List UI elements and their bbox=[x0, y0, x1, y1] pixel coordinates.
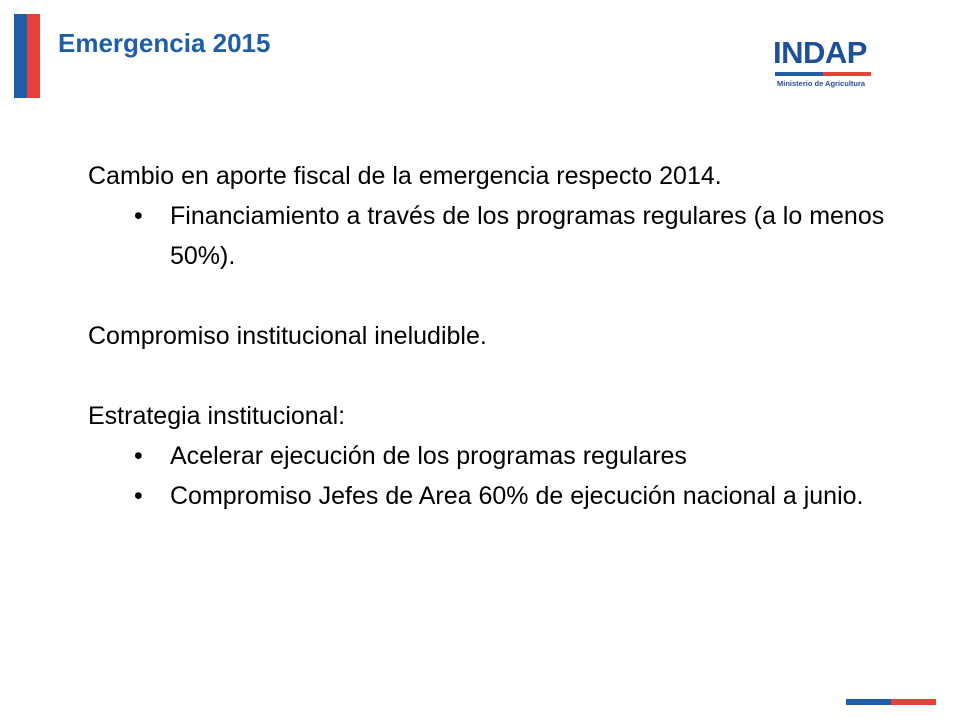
bullet-icon: • bbox=[134, 442, 143, 470]
content-block bbox=[88, 156, 928, 276]
bullet-text: Compromiso Jefes de Area 60% de ejecución nacional a junio. bbox=[170, 482, 864, 510]
logo-subtitle: Ministerio de Agricultura bbox=[777, 79, 866, 88]
block-heading: Cambio en aporte fiscal de la emergencia respecto 2014. bbox=[88, 162, 722, 190]
bullet-item bbox=[88, 436, 928, 476]
bullet-item bbox=[88, 476, 928, 516]
indap-logo bbox=[773, 36, 873, 92]
block-heading: Estrategia institucional: bbox=[88, 402, 346, 430]
bullet-icon: • bbox=[134, 482, 143, 510]
accent-bar bbox=[14, 14, 40, 98]
logo-name: INDAP bbox=[773, 35, 867, 70]
bullet-list bbox=[88, 436, 928, 516]
block-heading: Compromiso institucional ineludible. bbox=[88, 322, 487, 350]
bullet-list bbox=[88, 196, 928, 276]
slide-title: Emergencia 2015 bbox=[58, 28, 271, 58]
accent-bar-red bbox=[27, 14, 40, 98]
content-block bbox=[88, 316, 928, 356]
accent-bar-blue bbox=[14, 14, 27, 98]
bullet-icon: • bbox=[134, 202, 143, 230]
slide-content bbox=[88, 156, 928, 556]
content-block bbox=[88, 396, 928, 516]
bullet-text: Financiamiento a través de los programas regulares (a lo menos 50%). bbox=[170, 202, 885, 270]
bullet-text: Acelerar ejecución de los programas regulares bbox=[170, 442, 687, 470]
bullet-item bbox=[88, 196, 928, 276]
footer-bar bbox=[846, 699, 936, 705]
